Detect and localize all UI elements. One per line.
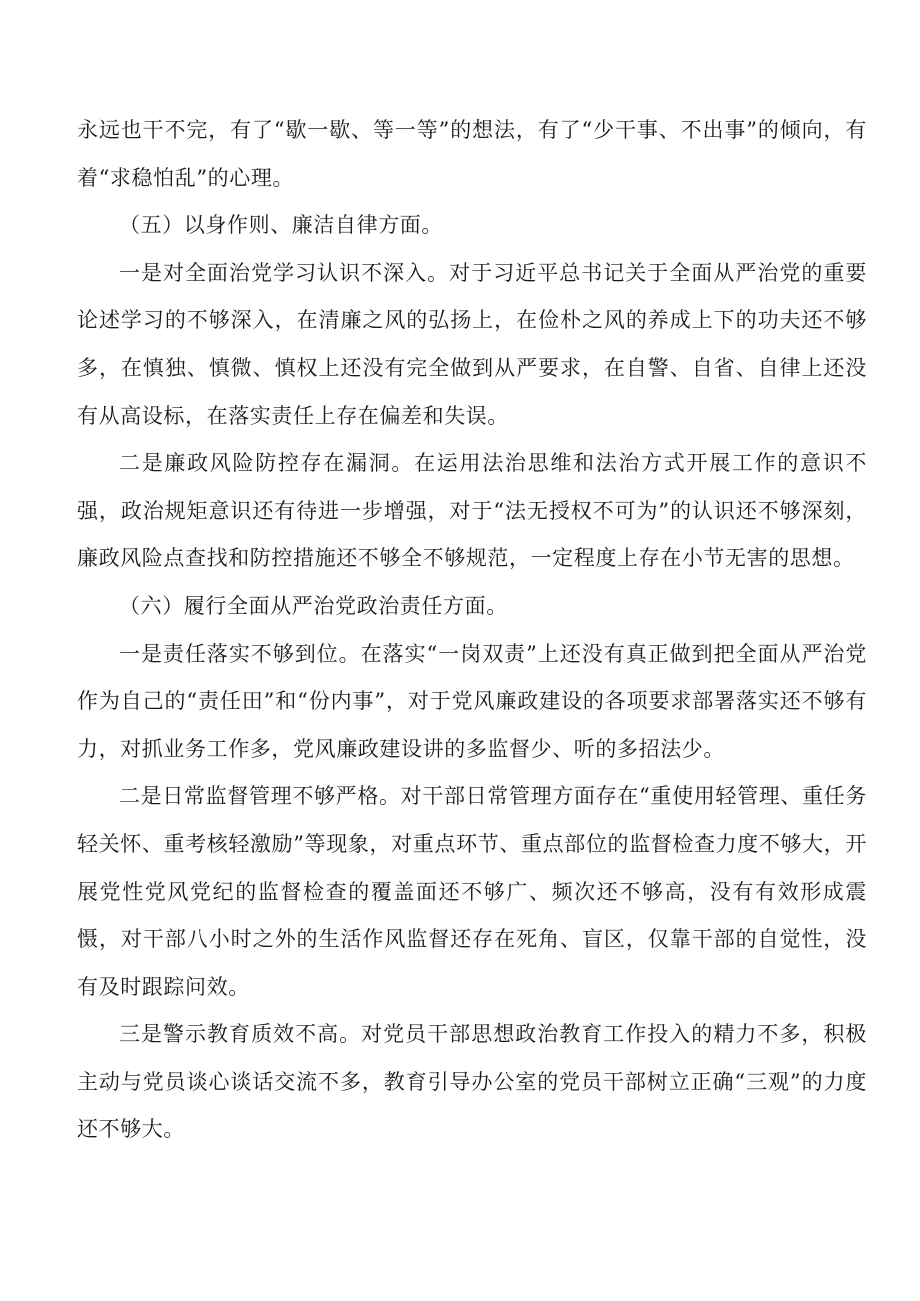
- section-heading-5: （五）以身作则、廉洁自律方面。: [119, 213, 443, 238]
- paragraph-item-6-3: 三是警示教育质效不高。对党员干部思想政治教育工作投入的精力不多，积极主动与党员谈心谈话交流不多，教育引导办公室的党员干部树立正确“三观”的力度还不够大。: [77, 1022, 867, 1142]
- paragraph-item-5-1: 一是对全面治党学习认识不深入。对于习近平总书记关于全面从严治党的重要论述学习的不够深入，在清廉之风的弘扬上，在俭朴之风的养成上下的功夫还不够多，在慎独、慎微、慎权上还没有完全做到从严要求，在自警、自省、自律上还没有从高设标，在落实责任上存在偏差和失误。: [77, 260, 867, 428]
- document-body: [77, 107, 867, 1154]
- section-heading-6: （六）履行全面从严治党政治责任方面。: [119, 593, 508, 618]
- paragraph-item-5-2: 二是廉政风险防控存在漏洞。在运用法治思维和法治方式开展工作的意识不强，政治规矩意识还有待进一步增强，对于“法无授权不可为”的认识还不够深刻，廉政风险点查找和防控措施还不够全不够规范，一定程度上存在小节无害的思想。: [77, 451, 867, 571]
- paragraph-item-6-1: 一是责任落实不够到位。在落实“一岗双责”上还没有真正做到把全面从严治党作为自己的“责任田”和“份内事”，对于党风廉政建设的各项要求部署落实还不够有力，对抓业务工作多，党风廉政建设讲的多监督少、听的多招法少。: [77, 641, 867, 761]
- paragraph-item-6-2: 二是日常监督管理不够严格。对干部日常管理方面存在“重使用轻管理、重任务轻关怀、重考核轻激励”等现象，对重点环节、重点部位的监督检查力度不够大，开展党性党风党纪的监督检查的覆盖面还不够广、频次还不够高，没有有效形成震慑，对干部八小时之外的生活作风监督还存在死角、盲区，仅靠干部的自觉性，没有及时跟踪问效。: [77, 784, 867, 999]
- paragraph-continuation: 永远也干不完，有了“歇一歇、等一等”的想法，有了“少干事、不出事”的倾向，有着“求稳怕乱”的心理。: [77, 118, 867, 190]
